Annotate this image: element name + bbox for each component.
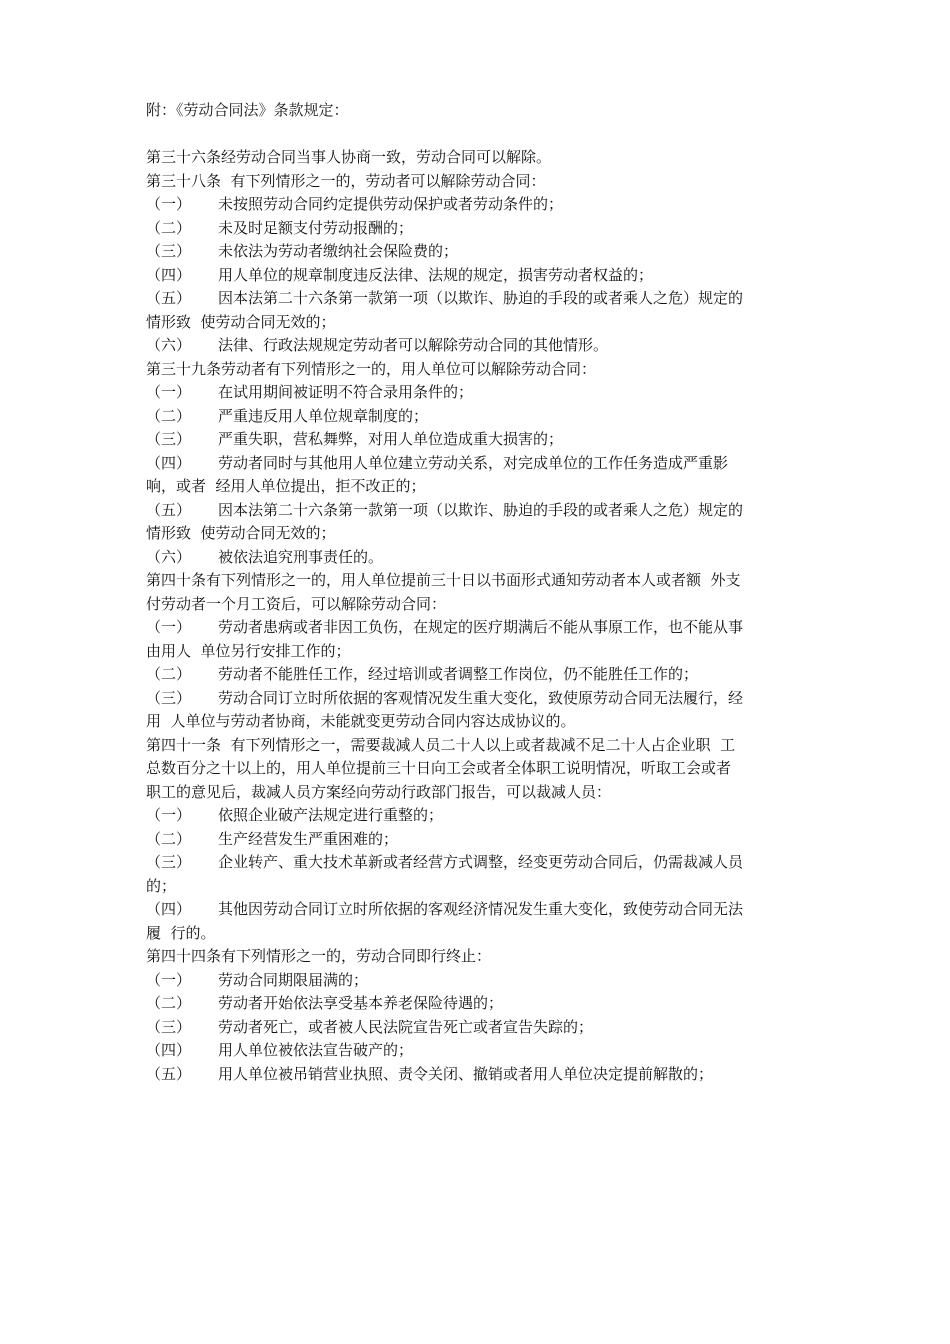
- document-body: [146, 146, 826, 1086]
- list-item: （三） 企业转产、重大技术革新或者经营方式调整，经变更劳动合同后，仍需裁减人员: [146, 853, 744, 871]
- article-39-title: 第三十九条劳动者有下列情形之一的，用人单位可以解除劳动合同：: [146, 359, 597, 378]
- list-item-continuation: 用 人单位与劳动者协商，未能就变更劳动合同内容达成协议的。: [146, 712, 576, 730]
- list-item: （六） 被依法追究刑事责任的。: [146, 547, 384, 566]
- list-item: （四） 其他因劳动合同订立时所依据的客观经济情况发生重大变化，致使劳动合同无法: [146, 900, 744, 918]
- list-item: （五） 因本法第二十六条第一款第一项（以欺诈、胁迫的手段的或者乘人之危）规定的: [146, 500, 744, 519]
- list-item: （三） 未依法为劳动者缴纳社会保险费的；: [146, 242, 459, 260]
- list-item-continuation: 履 行的。: [146, 923, 216, 942]
- list-item: （五） 因本法第二十六条第一款第一项（以欺诈、胁迫的手段的或者乘人之危）规定的: [146, 289, 744, 307]
- list-item: （四） 劳动者同时与其他用人单位建立劳动关系，对完成单位的工作任务造成严重影: [146, 453, 729, 472]
- list-item: （一） 依照企业破产法规定进行重整的；: [146, 806, 444, 824]
- list-item: （四） 用人单位的规章制度违反法律、法规的规定，损害劳动者权益的；: [146, 265, 654, 284]
- list-item: （三） 劳动者死亡，或者被人民法院宣告死亡或者宣告失踪的；: [146, 1017, 594, 1036]
- article-40-title: 第四十条有下列情形之一的，用人单位提前三十日以书面形式通知劳动者本人或者额 外支: [146, 571, 741, 589]
- list-item: （二） 劳动者开始依法享受基本养老保险待遇的；: [146, 994, 504, 1012]
- list-item: （二） 未及时足额支付劳动报酬的；: [146, 218, 414, 237]
- article-41-title: 第四十一条 有下列情形之一，需要裁减人员二十人以上或者裁减不足二十人占企业职 工: [146, 735, 736, 754]
- list-item: （一） 未按照劳动合同约定提供劳动保护或者劳动条件的；: [146, 195, 564, 213]
- list-item: （三） 严重失职，营私舞弊，对用人单位造成重大损害的；: [146, 430, 564, 448]
- list-item-continuation: 情形致 使劳动合同无效的；: [146, 312, 336, 331]
- article-40-title-continuation: 付劳动者一个月工资后，可以解除劳动合同：: [146, 594, 447, 613]
- list-item: （二） 严重违反用人单位规章制度的；: [146, 406, 429, 425]
- article-36: 第三十六条经劳动合同当事人协商一致，劳动合同可以解除。: [146, 148, 552, 166]
- list-item-continuation: 由用人 单位另行安排工作的；: [146, 641, 351, 660]
- document-heading: 附：《劳动合同法》条款规定：: [146, 101, 349, 119]
- list-item-continuation: 情形致 使劳动合同无效的；: [146, 524, 336, 542]
- article-41-title-continuation: 总数百分之十以上的，用人单位提前三十日向工会或者全体职工说明情况，听取工会或者: [146, 759, 732, 777]
- list-item-continuation: 的；: [146, 876, 177, 895]
- list-item: （三） 劳动合同订立时所依据的客观情况发生重大变化，致使原劳动合同无法履行，经: [146, 688, 744, 707]
- list-item: （五） 用人单位被吊销营业执照、责令关闭、撤销或者用人单位决定提前解散的；: [146, 1064, 714, 1083]
- list-item: （六） 法律、行政法规规定劳动者可以解除劳动合同的其他情形。: [146, 336, 609, 354]
- list-item: （四） 用人单位被依法宣告破产的；: [146, 1041, 414, 1059]
- article-38-title: 第三十八条 有下列情形之一的，劳动者可以解除劳动合同：: [146, 171, 546, 190]
- list-item: （一） 劳动合同期限届满的；: [146, 970, 369, 989]
- list-item: （一） 在试用期间被证明不符合录用条件的；: [146, 383, 474, 401]
- article-44-title: 第四十四条有下列情形之一的，劳动合同即行终止：: [146, 947, 492, 965]
- list-item: （二） 生产经营发生严重困难的；: [146, 829, 399, 848]
- list-item-continuation: 响，或者 经用人单位提出，拒不改正的；: [146, 477, 426, 495]
- list-item: （一） 劳动者患病或者非因工负伤，在规定的医疗期满后不能从事原工作，也不能从事: [146, 618, 744, 636]
- list-item: （二） 劳动者不能胜任工作，经过培训或者调整工作岗位，仍不能胜任工作的；: [146, 665, 699, 683]
- article-41-title-continuation: 职工的意见后，裁减人员方案经向劳动行政部门报告，可以裁减人员：: [146, 782, 612, 801]
